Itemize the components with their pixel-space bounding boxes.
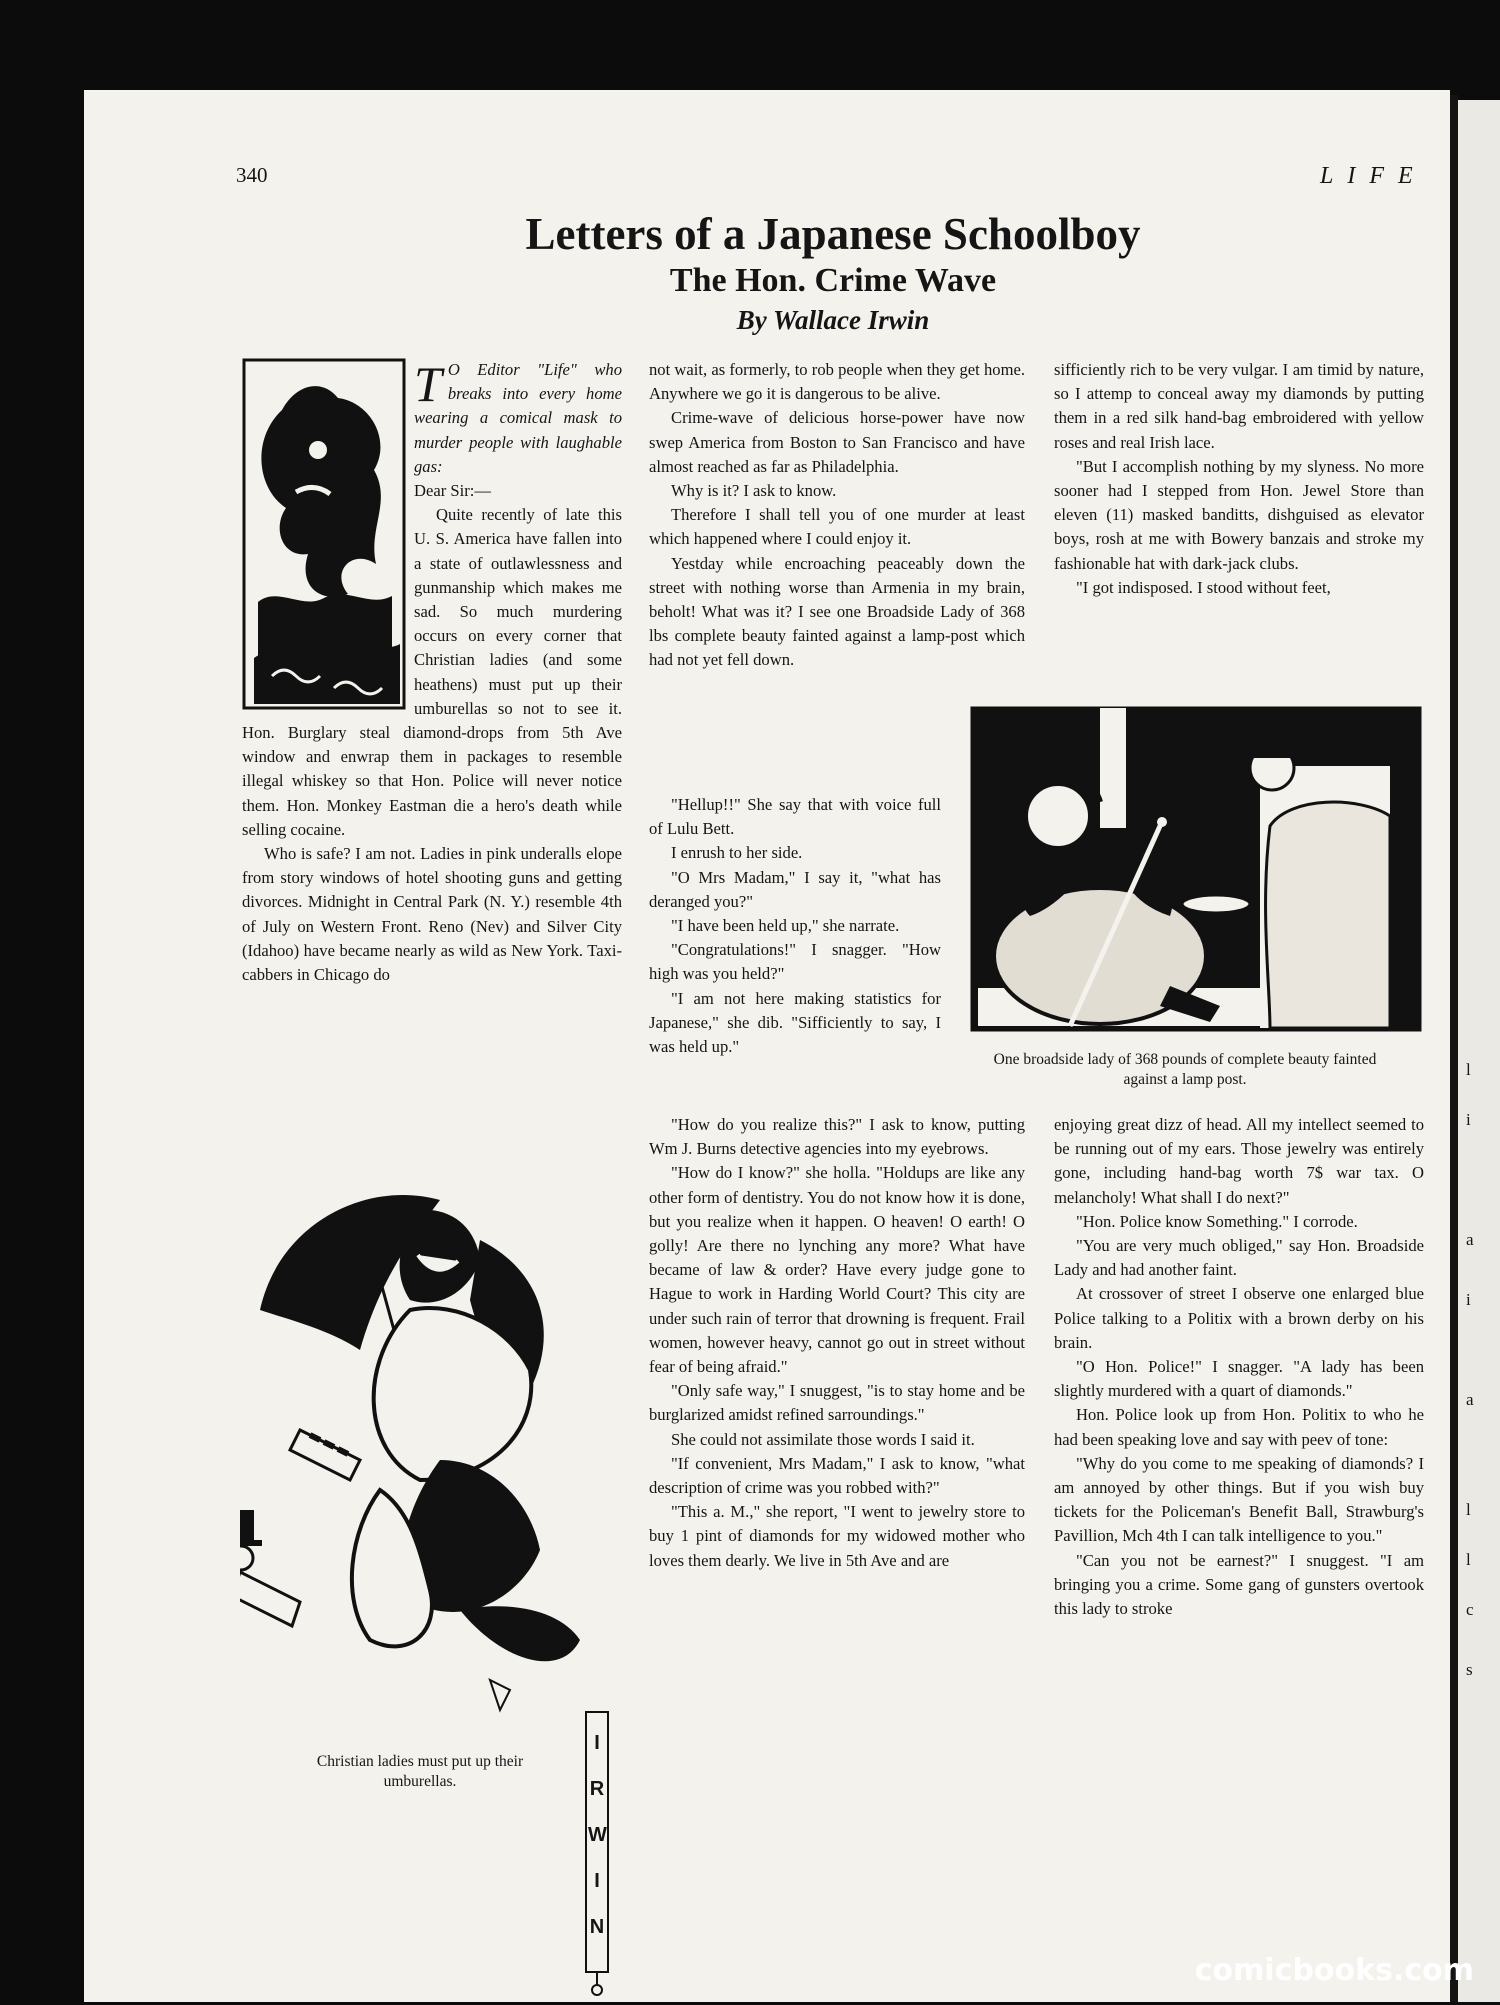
paragraph: sifficiently rich to be very vulgar. I am timid by nature, so I attemp to conceal away my diamonds by putting them in a red silk hand-bag embroidered with yellow roses and real Irish lace. [1054,360,1424,452]
paragraph: "I got indisposed. I stood without feet, [1076,577,1331,597]
umbrella-lady-illustration [240,1160,620,1730]
article-title: Letters of a Japanese Schoolboy [525,209,1141,259]
paragraph: "O Mrs Madam," I say it, "what has deranged you?" [649,867,941,911]
drop-cap: T [414,356,442,412]
paragraph: not wait, as formerly, to rob people when they get home. Anywhere we go it is dangerous to be alive. [649,360,1025,404]
paragraph: Yestday while encroaching peaceably down the street with nothing worse than Armenia in my brain, beholt! What was it? I see one Broadside Lady of 368 lbs complete beauty fainted against a lamp-post which had not yet fell down. [649,553,1025,670]
paragraph: Hon. Police look up from Hon. Politix to who he had been speaking love and say with peev of tone: [1054,1405,1424,1449]
salutation-intro: O Editor "Life" who breaks into every home wearing a comical mask to murder people with laughable gas: [414,360,622,476]
paragraph: "How do you realize this?" I ask to know, putting Wm J. Burns detective agencies into my eyebrows. [649,1115,1025,1159]
paragraph: Why is it? I ask to know. [671,481,837,501]
column-1 [242,358,622,987]
lamp-post-illustration [970,706,1422,1032]
paragraph: Quite recently of late this U. S. America have fallen into a state of outlawlessness and gunmanship which makes me sad. So much murdering occurs on every corner that Christian ladies (and some heathens) must put up their umburellas so not to see it. Hon. Burglary steal diamond-drops from 5th Ave window and enwrap them in packages to resemble illegal whiskey so that Hon. Police will never notice them. Hon. Monkey Eastman die a hero's death while selling cocaine. [242,505,622,839]
paragraph: Therefore I shall tell you of one murder at least which happened where I could enjoy it. [649,505,1025,549]
paragraph: "O Hon. Police!" I snagger. "A lady has been slightly murdered with a quart of diamonds." [1054,1357,1424,1401]
ink-face-illustration [242,358,406,710]
paragraph: "You are very much obliged," say Hon. Broadside Lady and had another faint. [1054,1236,1424,1280]
paragraph: At crossover of street I observe one enlarged blue Police talking to a Politix with a brown derby on his brain. [1054,1284,1424,1352]
paragraph: "Can you not be earnest?" I snuggest. "I am bringing you a crime. Some gang of gunsters overtook this lady to stroke [1054,1550,1424,1619]
paragraph: "Hellup!!" She say that with voice full of Lulu Bett. [649,795,941,839]
paragraph: She could not assimilate those words I said it. [671,1429,975,1449]
paragraph: "If convenient, Mrs Madam," I ask to know, "what description of crime was you robbed with?" [649,1453,1025,1498]
umbrella-caption: Christian ladies must put up their umburellas. [316,1753,524,1790]
paragraph: "Congratulations!" I snagger. "How high was you held?" [649,940,941,984]
column-2-dialogue [649,793,941,1059]
lamp-post-caption: One broadside lady of 368 pounds of complete beauty fainted against a lamp post. [993,1051,1377,1088]
paragraph: "But I accomplish nothing by my slyness. No more sooner had I stepped from Hon. Jewel Store than eleven (11) masked banditts, dishguised as elevator boys, rosh at me with Bowery banzais and stroke my fashionable hat with dark-jack clubs. [1054,456,1424,573]
column-2-bottom [649,1113,1025,1573]
column-3-top [1054,358,1424,600]
page-gutter [1450,95,1458,2002]
paragraph: "How do I know?" she holla. "Holdups are like any other form of dentistry. You do not know how it is done, but you realize when it happen. O heaven! O earth! O golly! Are there no lynching any more? What have became of law & order? Have every judge gone to Hague to work in Harding World Court? This city are under such rain of terror that drowning is frequent. Frail women, however heavy, cannot go out in street without fear of being afraid." [649,1163,1025,1377]
paragraph: Who is safe? I am not. Ladies in pink underalls elope from story windows of hotel shooting guns and getting divorces. Midnight in Central Park (N. Y.) resemble 4th of July on Western Front. Reno (Nev) and Silver City (Idahoo) have became nearly as wild as New York. Taxi-cabbers in Chicago do [242,844,622,985]
paragraph: "Only safe way," I snuggest, "is to stay home and be burglarized amidst refined sarroundings." [649,1381,1025,1425]
watermark: comicbooks.com [1194,1953,1474,1988]
paragraph: I enrush to her side. [671,843,803,863]
paragraph: "Why do you come to me speaking of diamonds? I am annoyed by other things. But if you wish buy tickets for the Policeman's Benefit Ball, Strawburg's Pavillion, Mch 4th I can talk intelligence to you." [1054,1453,1424,1546]
paragraph: "This a. M.," she report, "I went to jewelry store to buy 1 pint of diamonds for my widowed mother who loves them dearly. We live in 5th Ave and are [649,1502,1025,1570]
article-subtitle: The Hon. Crime Wave [669,262,997,299]
paragraph: Dear Sir:— [414,481,491,501]
paragraph: "I am not here making statistics for Japanese," she dib. "Sifficiently to say, I was held up." [649,988,941,1057]
paragraph: enjoying great dizz of head. All my intellect seemed to be running out of my ears. Those jewelry was entirely gone, including hand-bag worth 7$ war tax. O melancholy! What shall I do next?" [1054,1115,1424,1207]
running-head: LIFE [1320,163,1427,189]
paragraph: "Hon. Police know Something." I corrode. [1076,1211,1358,1231]
paragraph: Crime-wave of delicious horse-power have now swep America from Boston to San Francisco and have almost reached as far as Philadelphia. [649,408,1025,476]
artist-signature-text: IRWIN [588,1732,607,1938]
column-2-top [649,358,1025,673]
column-3-bottom [1054,1113,1424,1621]
paragraph: "I have been held up," she narrate. [671,916,900,936]
article-byline: By Wallace Irwin [736,305,930,335]
adjacent-page-edge: l i a i a l l c s [1458,100,1500,2002]
page-number: 340 [236,163,268,187]
